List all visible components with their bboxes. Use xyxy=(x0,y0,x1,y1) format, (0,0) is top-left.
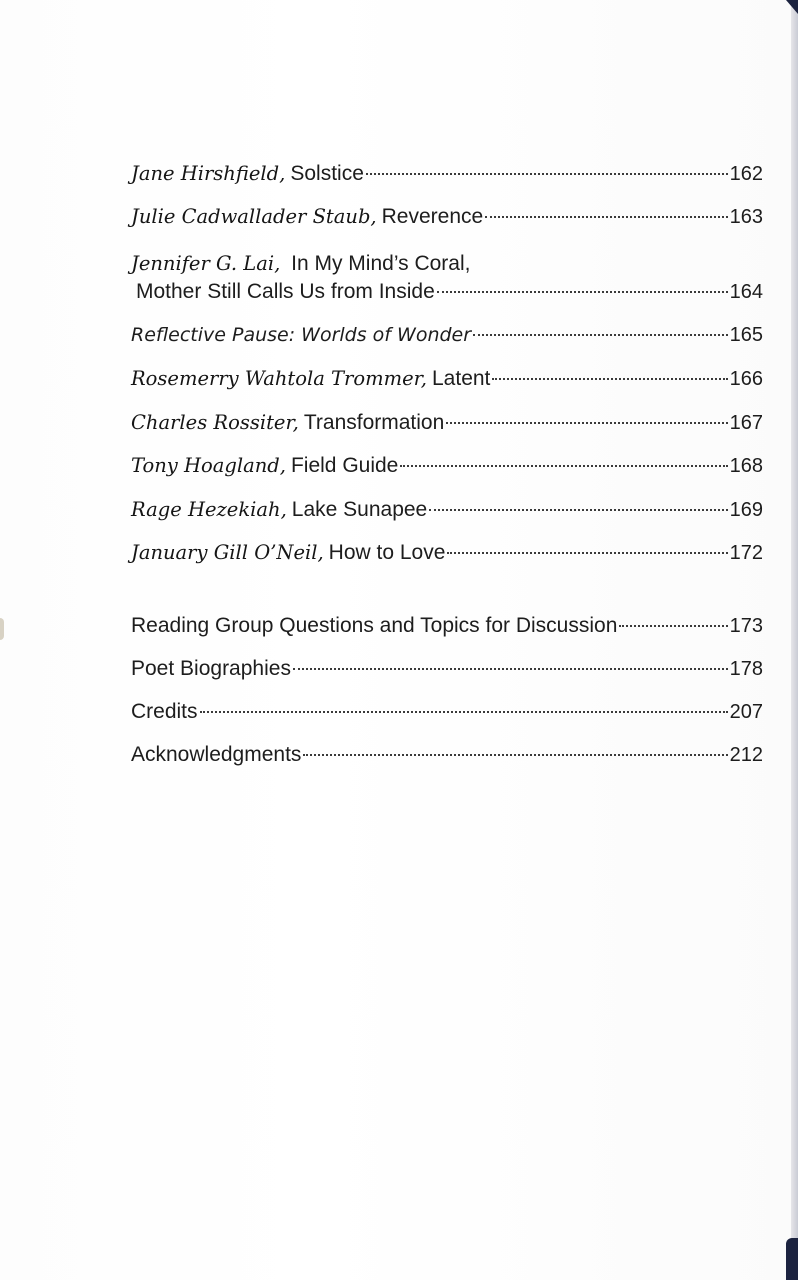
dot-leader xyxy=(366,173,728,175)
poet-name: Rosemerry Wahtola Trommer, xyxy=(131,367,427,390)
poet-name: Rage Hezekiah, xyxy=(131,498,287,521)
page-number: 167 xyxy=(729,412,763,434)
toc-entry xyxy=(131,541,763,565)
dot-leader xyxy=(429,509,727,511)
dot-leader xyxy=(303,754,727,756)
poem-title: Latent xyxy=(432,367,491,390)
dot-leader xyxy=(473,334,728,336)
page-number: 168 xyxy=(729,455,763,477)
toc-back-matter-entry xyxy=(131,743,763,767)
dot-leader xyxy=(400,465,727,467)
section-title: Credits xyxy=(131,700,198,723)
toc-entry xyxy=(131,205,763,229)
page-number: 163 xyxy=(729,206,763,228)
dot-leader xyxy=(485,216,727,218)
poem-title: Solstice xyxy=(290,162,364,185)
page-number: 207 xyxy=(729,701,763,723)
dot-leader xyxy=(446,422,727,424)
section-feature-title: Reflective Pause: Worlds of Wonder xyxy=(131,324,472,346)
poet-name: Tony Hoagland, xyxy=(131,454,286,477)
poem-title: How to Love xyxy=(328,541,446,564)
poem-title: Lake Sunapee xyxy=(291,498,428,521)
poem-title: Transformation xyxy=(303,411,445,434)
toc-entry xyxy=(131,454,763,478)
dot-leader xyxy=(437,291,728,293)
page-edge xyxy=(791,0,798,1280)
page-number: 172 xyxy=(729,542,763,564)
poet-name: Julie Cadwallader Staub, xyxy=(131,205,377,228)
section-title: Poet Biographies xyxy=(131,657,291,680)
toc-entry-first-line xyxy=(131,252,470,276)
toc-back-matter-entry xyxy=(131,657,763,681)
dot-leader xyxy=(619,625,727,627)
page-number: 178 xyxy=(729,658,763,680)
dot-leader xyxy=(200,711,728,713)
toc-back-matter-entry xyxy=(131,614,763,638)
poem-title-line-1: In My Mind’s Coral, xyxy=(291,252,471,275)
toc-entry xyxy=(131,280,763,304)
poem-title-line-2: Mother Still Calls Us from Inside xyxy=(136,280,435,303)
poet-name: January Gill O’Neil, xyxy=(131,541,324,564)
binding-shadow xyxy=(0,618,4,640)
poet-name: Jennifer G. Lai, xyxy=(131,252,281,275)
toc-back-matter-entry xyxy=(131,700,763,724)
cover-corner-mark xyxy=(786,0,798,14)
poet-name: Charles Rossiter, xyxy=(131,411,299,434)
dot-leader xyxy=(447,552,727,554)
cover-corner-mark-bottom xyxy=(786,1238,798,1280)
page-number: 162 xyxy=(729,163,763,185)
page-number: 212 xyxy=(729,744,763,766)
page-number: 165 xyxy=(729,324,763,346)
page-number: 173 xyxy=(729,615,763,637)
section-title: Reading Group Questions and Topics for Discussion xyxy=(131,614,618,637)
toc-entry xyxy=(131,367,763,391)
dot-leader xyxy=(293,668,728,670)
toc-entry xyxy=(131,162,763,186)
page-number: 164 xyxy=(729,281,763,303)
poet-name: Jane Hirshfield, xyxy=(131,162,286,185)
page-number: 166 xyxy=(729,368,763,390)
dot-leader xyxy=(492,378,727,380)
toc-entry xyxy=(131,411,763,435)
section-title: Acknowledgments xyxy=(131,743,302,766)
toc-entry xyxy=(131,498,763,522)
poem-title: Reverence xyxy=(381,205,484,228)
page-number: 169 xyxy=(729,499,763,521)
poem-title: Field Guide xyxy=(290,454,399,477)
toc-entry-feature xyxy=(131,324,763,347)
